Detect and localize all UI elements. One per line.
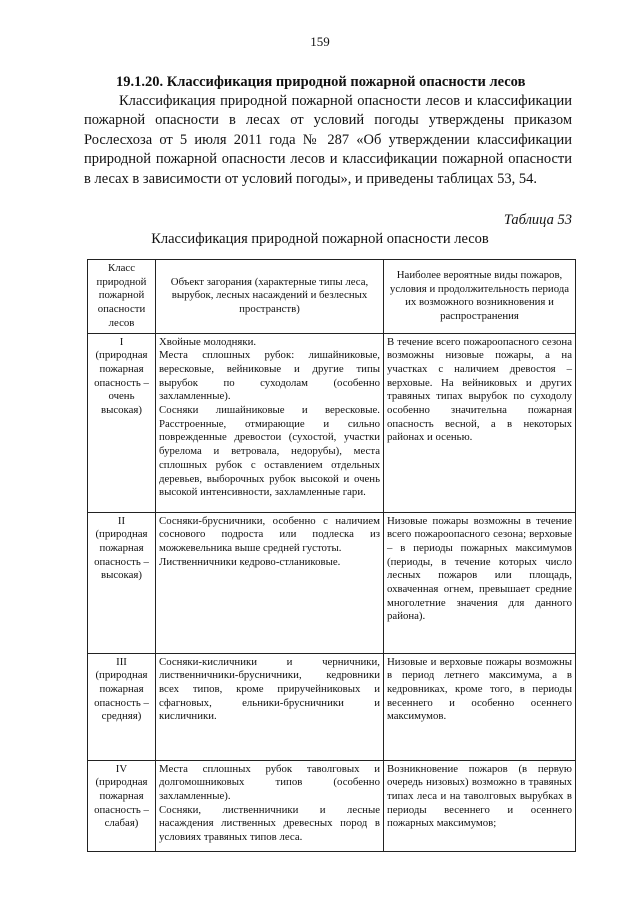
object-line: Сосняки, лиственничники и лесные насаждения лиственных древесных пород в условиях травяных типов леса. bbox=[159, 803, 380, 844]
object-line: Хвойные молодняки. bbox=[159, 335, 257, 348]
class-line: пожарная bbox=[99, 682, 144, 695]
table-row bbox=[88, 512, 576, 653]
class-line: высокая) bbox=[101, 404, 142, 417]
classification-table bbox=[87, 259, 576, 852]
table-row bbox=[88, 653, 576, 760]
table-row bbox=[88, 333, 576, 512]
class-line: опасность – bbox=[94, 803, 149, 816]
class-cell bbox=[88, 760, 156, 851]
class-line: I bbox=[119, 335, 124, 348]
class-line: II bbox=[117, 514, 126, 527]
object-cell bbox=[156, 653, 384, 760]
class-line: высокая) bbox=[101, 569, 142, 582]
fires-cell: Низовые пожары возможны в течение всего пожароопасного сезона; верховые – в периоды пожарных максимумов (периоды, в течение которых число лесных пожаров или площадь, охваченная огнем, превышает средние многолетние значения для данного района). bbox=[384, 512, 576, 653]
object-line: Лиственничники кедрово-стланиковые. bbox=[159, 555, 341, 568]
class-line: (природная bbox=[95, 528, 148, 541]
fires-cell: В течение всего пожароопасного сезона возможны низовые пожары, а на участках с наличием древостоя – верховые. На вейниковых и других травяных типах вырубок по суходолу особенно значительна пожарная опасность весной, а в некоторых районах и осенью. bbox=[384, 333, 576, 512]
object-cell bbox=[156, 333, 384, 512]
object-line: Сосняки-брусничники, особенно с наличием соснового подроста или подлеска из можжевельника выше средней густоты. bbox=[159, 514, 380, 554]
class-line: (природная bbox=[95, 669, 148, 682]
header-object: Объект загорания (характерные типы леса, вырубок, лесных насаждений и безлесных пространств) bbox=[156, 260, 384, 334]
header-fires: Наиболее вероятные виды пожаров, условия и продолжительность периода их возможного возникновения и распространения bbox=[384, 260, 576, 334]
header-class: Класс природной пожарной опасности лесов bbox=[88, 260, 156, 334]
class-line: слабая) bbox=[104, 817, 139, 830]
table-header-row bbox=[88, 260, 576, 334]
object-line: Сосняки лишайниковые и вересковые. Расстроенные, отмирающие и сильно поврежденные древостои (сухостой, участки бурелома и ветровала, недорубы), места сплошных рубок с оставлением отдельных деревьев, выборочных рубок высокой и очень высокой интенсивности, захламленные гари. bbox=[159, 404, 380, 499]
class-line: пожарная bbox=[99, 789, 144, 802]
class-line: средняя) bbox=[101, 710, 142, 723]
object-cell bbox=[156, 512, 384, 653]
object-line: Места сплошных рубок: лишайниковые, вересковые, вейниковые и другие типы вырубок по суходолам (особенно захламленные). bbox=[159, 349, 380, 403]
object-line: Сосняки-кисличники и черничники, лиственничники-брусничники, кедровники всех типов, кроме приручейниковых и сфагновых, ельники-брусничники и кисличники. bbox=[159, 655, 380, 723]
class-line: опасность – bbox=[94, 376, 149, 389]
class-cell bbox=[88, 333, 156, 512]
class-line: IV bbox=[115, 762, 128, 775]
class-line: пожарная bbox=[99, 362, 144, 375]
class-cell bbox=[88, 512, 156, 653]
class-line: очень bbox=[108, 390, 135, 403]
fires-cell: Низовые и верховые пожары возможны в период летнего максимума, а в кедровниках, кроме того, в периоды весеннего и особенно осеннего максимумов. bbox=[384, 653, 576, 760]
intro-paragraph-block bbox=[84, 92, 572, 189]
section-heading: 19.1.20. Классификация природной пожарной опасности лесов bbox=[116, 74, 526, 90]
object-cell bbox=[156, 760, 384, 851]
class-line: опасность – bbox=[94, 696, 149, 709]
table-caption: Классификация природной пожарной опасности лесов bbox=[151, 231, 489, 247]
class-line: пожарная bbox=[99, 541, 144, 554]
intro-paragraph: Классификация природной пожарной опасности лесов и классификации пожарной опасности в лесах от условий погоды утверждены приказом Рослесхоза от 5 июля 2011 года № 287 «Об утверждении классификации природной пожарной опасности лесов и классификации пожарной опасности в лесах в зависимости от условий погоды», и приведены таблицах 53, 54. bbox=[84, 93, 572, 187]
class-line: (природная bbox=[95, 776, 148, 789]
table-row bbox=[88, 760, 576, 851]
class-line: опасность – bbox=[94, 555, 149, 568]
class-cell bbox=[88, 653, 156, 760]
fires-cell: Возникновение пожаров (в первую очередь низовых) возможно в травяных типах леса и на таволговых вырубках в периоды весеннего и осеннего пожарных максимумов; bbox=[384, 760, 576, 851]
table-number: Таблица 53 bbox=[503, 212, 572, 228]
page-number: 159 bbox=[310, 34, 330, 49]
object-line: Места сплошных рубок таволговых и долгомошниковых типов (особенно захламленные). bbox=[159, 762, 380, 802]
class-line: (природная bbox=[95, 349, 148, 362]
class-line: III bbox=[116, 655, 127, 668]
